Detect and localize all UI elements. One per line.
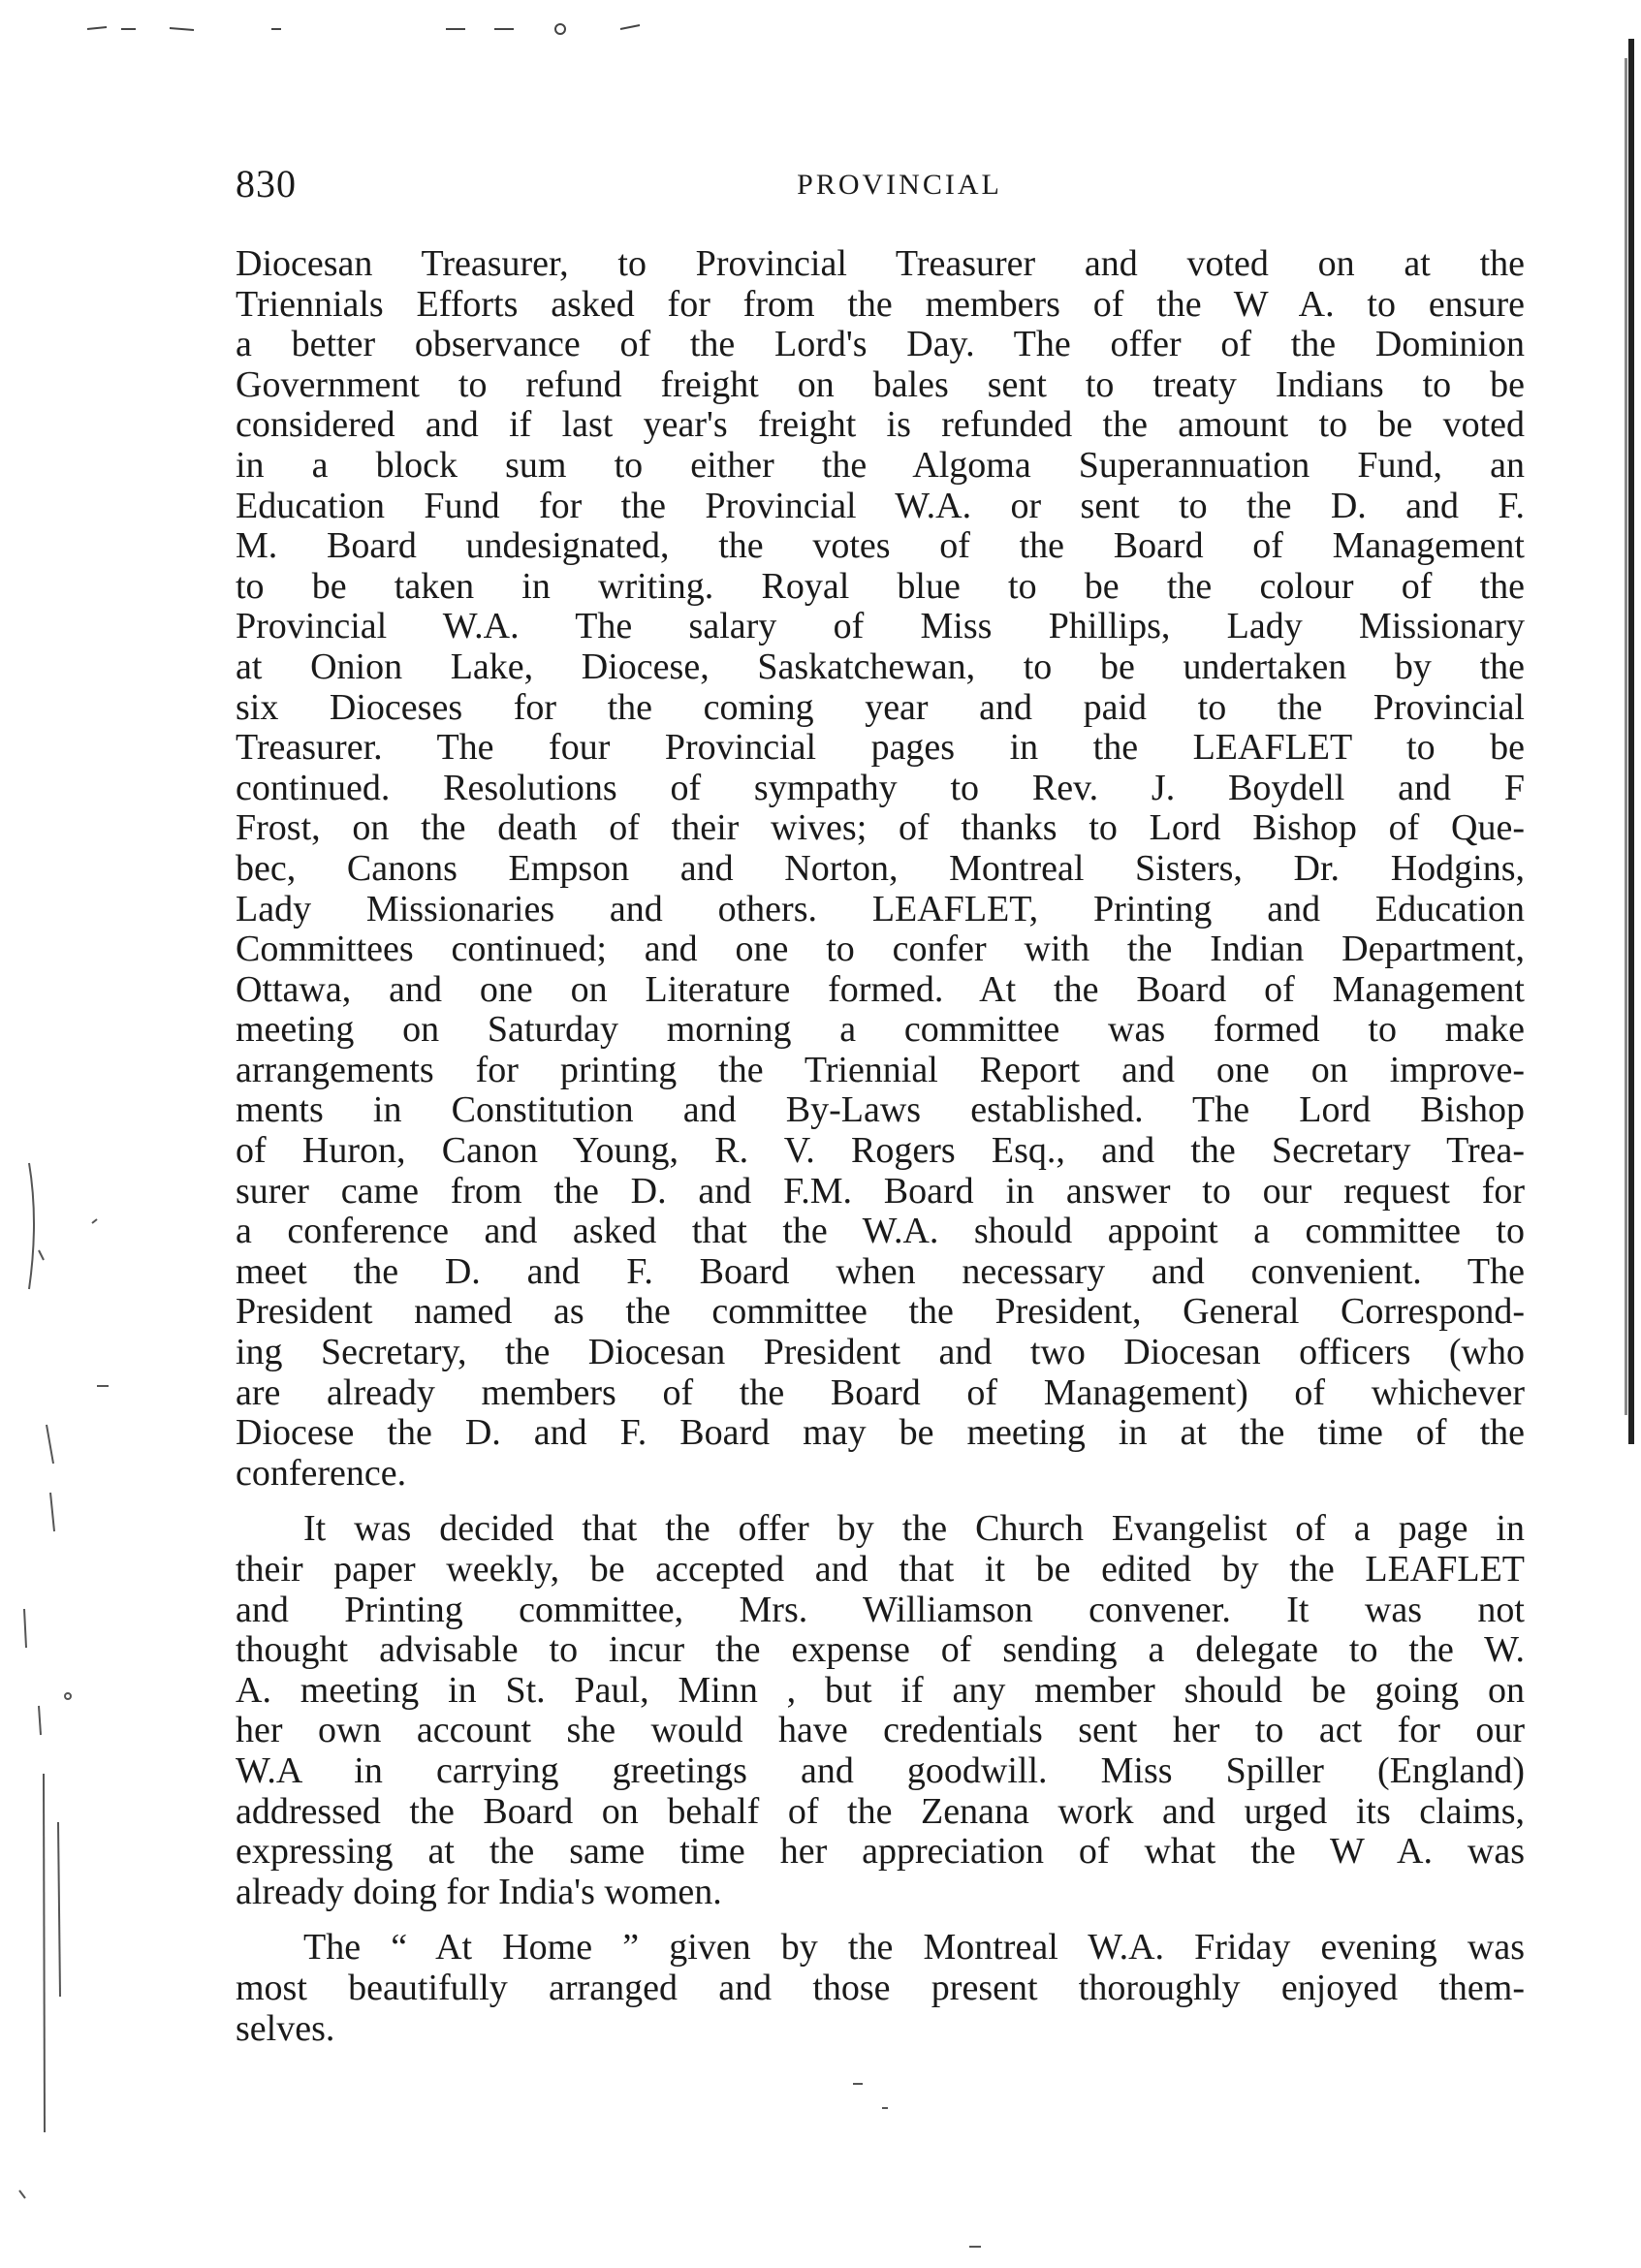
- text-line: arrangements for printing the Triennial Report and one on improve-: [236, 1050, 1525, 1090]
- text-line: meet the D. and F. Board when necessary and convenient. The: [236, 1251, 1525, 1292]
- text-line: and Printing committee, Mrs. Williamson convener. It was not: [236, 1590, 1525, 1630]
- text-line: Frost, on the death of their wives; of thanks to Lord Bishop of Que-: [236, 808, 1525, 849]
- page-number: 830: [236, 162, 297, 205]
- text-line: expressing at the same time her appreciation of what the W A. was: [236, 1832, 1525, 1873]
- text-line: Diocese the D. and F. Board may be meeting in at the time of the: [236, 1413, 1525, 1454]
- text-line: of Huron, Canon Young, R. V. Rogers Esq., and the Secretary Trea-: [236, 1131, 1525, 1172]
- text-line: most beautifully arranged and those present thoroughly enjoyed them-: [236, 1968, 1525, 2008]
- text-line: meeting on Saturday morning a committee was formed to make: [236, 1010, 1525, 1051]
- page-header: [236, 161, 1525, 209]
- text-line: Triennials Efforts asked for from the members of the W A. to ensure: [236, 284, 1525, 325]
- text-line: considered and if last year's freight is refunded the amount to be voted: [236, 405, 1525, 446]
- text-line: addressed the Board on behalf of the Zenana work and urged its claims,: [236, 1791, 1525, 1832]
- text-line: six Dioceses for the coming year and paid to the Provincial: [236, 687, 1525, 728]
- text-line: a conference and asked that the W.A. should appoint a committee to: [236, 1212, 1525, 1252]
- text-line: Government to refund freight on bales sent to treaty Indians to be: [236, 364, 1525, 405]
- body-text: [236, 244, 1525, 2049]
- text-line: a better observance of the Lord's Day. The offer of the Dominion: [236, 325, 1525, 365]
- text-line: It was decided that the offer by the Church Evangelist of a page in: [303, 1509, 1525, 1550]
- text-line: A. meeting in St. Paul, Minn , but if any member should be going on: [236, 1670, 1525, 1711]
- paragraph-gap: [236, 1912, 1525, 1928]
- text-line: thought advisable to incur the expense of sending a delegate to the W.: [236, 1630, 1525, 1671]
- text-line: to be taken in writing. Royal blue to be the colour of the: [236, 566, 1525, 607]
- text-line: selves.: [236, 2008, 335, 2049]
- text-line: her own account she would have credentials sent her to act for our: [236, 1711, 1525, 1751]
- running-head: PROVINCIAL: [797, 169, 1002, 201]
- text-line: The “ At Home ” given by the Montreal W.A. Friday evening was: [303, 1928, 1525, 1969]
- text-line: continued. Resolutions of sympathy to Rev. J. Boydell and F: [236, 768, 1525, 808]
- paragraph-1: [236, 244, 1525, 1494]
- text-line: W.A in carrying greetings and goodwill. Miss Spiller (England): [236, 1750, 1525, 1791]
- text-line: conference.: [236, 1453, 407, 1494]
- text-line: at Onion Lake, Diocese, Saskatchewan, to be undertaken by the: [236, 646, 1525, 687]
- text-line: M. Board undesignated, the votes of the Board of Management: [236, 526, 1525, 567]
- paragraph-3: [236, 1928, 1525, 2049]
- text-line: Treasurer. The four Provincial pages in the LEAFLET to be: [236, 728, 1525, 769]
- text-line: Diocesan Treasurer, to Provincial Treasurer and voted on at the: [236, 244, 1525, 284]
- text-line: surer came from the D. and F.M. Board in answer to our request for: [236, 1171, 1525, 1212]
- text-line: Education Fund for the Provincial W.A. or sent to the D. and F.: [236, 486, 1525, 526]
- text-line: President named as the committee the President, General Correspond-: [236, 1292, 1525, 1333]
- text-line: Provincial W.A. The salary of Miss Phillips, Lady Missionary: [236, 607, 1525, 647]
- text-line: ments in Constitution and By-Laws established. The Lord Bishop: [236, 1090, 1525, 1131]
- text-line: already doing for India's women.: [236, 1872, 722, 1912]
- text-line: Ottawa, and one on Literature formed. At the Board of Management: [236, 969, 1525, 1010]
- text-line: bec, Canons Empson and Norton, Montreal Sisters, Dr. Hodgins,: [236, 848, 1525, 889]
- paragraph-2: [236, 1509, 1525, 1912]
- text-line: ing Secretary, the Diocesan President and two Diocesan officers (who: [236, 1333, 1525, 1373]
- text-line: are already members of the Board of Management) of whichever: [236, 1372, 1525, 1413]
- paragraph-gap: [236, 1494, 1525, 1509]
- text-line: in a block sum to either the Algoma Superannuation Fund, an: [236, 445, 1525, 486]
- text-line: Lady Missionaries and others. LEAFLET, Printing and Education: [236, 889, 1525, 929]
- text-line: their paper weekly, be accepted and that it be edited by the LEAFLET: [236, 1550, 1525, 1590]
- text-line: Committees continued; and one to confer with the Indian Department,: [236, 929, 1525, 970]
